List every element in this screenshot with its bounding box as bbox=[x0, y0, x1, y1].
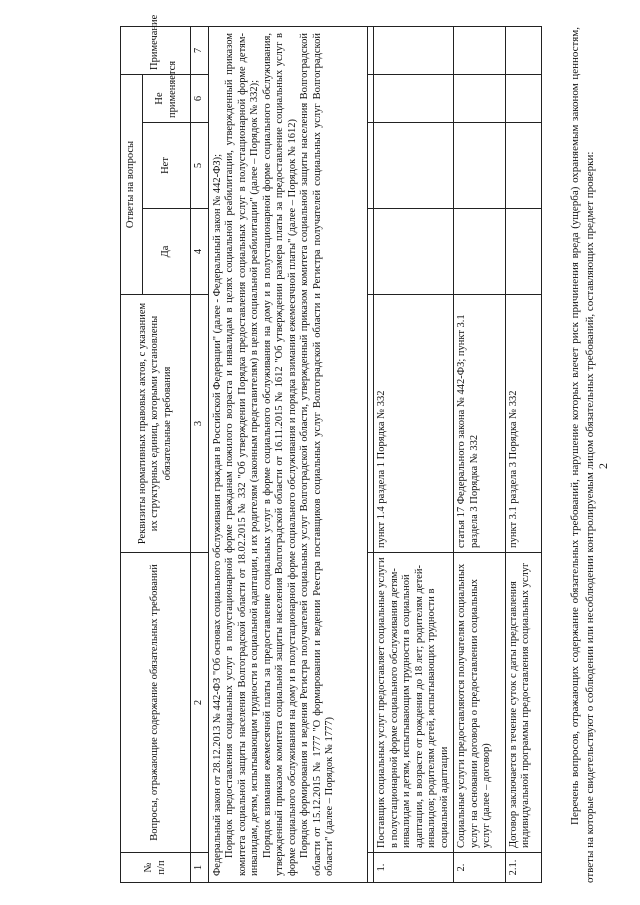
col-number: 4 bbox=[191, 209, 209, 295]
page-number: 2 bbox=[596, 463, 610, 469]
row-question: Договор заключается в течение суток с даты представления индивидуальной программы предоставления социальных услуг bbox=[505, 553, 541, 853]
row-requisite: пункт 3.1 раздела 3 Порядка № 332 bbox=[505, 295, 541, 553]
row-question: Социальные услуги предоставляются получателям социальных услуг на основании договора о предоставлении социальных услуг (далее – договор) bbox=[454, 553, 505, 853]
answer-no-cell[interactable] bbox=[454, 123, 505, 209]
answer-na-cell[interactable] bbox=[505, 75, 541, 123]
intro-text: Перечень вопросов, отражающих содержание обязательных требований, нарушение которых влечет риск причинения вреда (ущерба) охраняемым законом ценностям, ответы на которые свидетельствуют о соблюдении или несоблюдении контролируемым лицом обязательных требований, составляющих предмет проверки: bbox=[569, 27, 596, 883]
law-item: Порядок взимания ежемесячной платы за предоставление социальных услуг в форме социального обслуживания на дому и в полустационарной форме социального обслуживания, утвержденный приказом комитета социальной защиты населения Волгоградской области от 16.11.2015 № 1612 "Об утверждении размера платы за предоставление социальных услуг в форме социального обслуживания на дому и в полустационарной форме социального обслуживания и порядка взимания ежемесячной платы" (далее – Порядок № 1612) bbox=[261, 33, 298, 876]
law-item: Порядок формирования и ведения Регистра получателей социальных услуг Волгоградской области, утвержденный приказом комитета социальной защиты населения Волгоградской области от 15.12.2015 № 1777 "О формировании и ведении Реестра поставщиков социальных услуг Волгоградской области и Регистра получателей социальных услуг Волгоградской области" (далее – Порядок № 1777) bbox=[299, 33, 335, 876]
checklist-table bbox=[120, 14, 542, 883]
answer-yes-cell[interactable] bbox=[454, 209, 505, 295]
legal-basis-cell bbox=[208, 27, 368, 883]
intro-paragraph bbox=[568, 27, 598, 883]
header-num: № п/п bbox=[121, 853, 191, 883]
note-cell[interactable] bbox=[454, 27, 505, 75]
row-question: Поставщик социальных услуг предоставляет социальные услуги в полустационарной форме социального обслуживания детям-инвалидам и детям, испытывающим трудности в социальной адаптации, в возрасте от рождения до 18 лет; родителям детей-инвалидов; родителям детей, испытывающих трудности в социальной адаптации bbox=[374, 553, 454, 853]
answer-no-cell[interactable] bbox=[374, 123, 454, 209]
answer-na-cell[interactable] bbox=[454, 75, 505, 123]
row-num: 1. bbox=[374, 853, 454, 883]
col-number: 1 bbox=[191, 853, 209, 883]
col-number: 2 bbox=[191, 553, 209, 853]
answer-yes-cell[interactable] bbox=[505, 209, 541, 295]
col-number: 6 bbox=[191, 75, 209, 123]
column-numbers-row bbox=[191, 27, 209, 883]
answer-yes-cell[interactable] bbox=[374, 209, 454, 295]
row-num: 2. bbox=[454, 853, 505, 883]
table-row bbox=[454, 27, 505, 883]
answer-na-cell[interactable] bbox=[374, 75, 454, 123]
row-num: 2.1. bbox=[505, 853, 541, 883]
col-number: 3 bbox=[191, 295, 209, 553]
note-cell[interactable] bbox=[505, 27, 541, 75]
header-note: Примечание bbox=[121, 27, 191, 75]
table-row bbox=[374, 27, 454, 883]
law-item: Федеральный закон от 28.12.2013 № 442-ФЗ "Об основах социального обслуживания граждан в Российской Федерации" (далее - Федеральный закон № 442-ФЗ); bbox=[211, 153, 223, 876]
row-requisite: статья 17 Федерального закона № 442-ФЗ; пункт 3.1 раздела 3 Порядка № 332 bbox=[454, 295, 505, 553]
header-na: Не применяется bbox=[143, 75, 191, 123]
header-answers: Ответы на вопросы bbox=[121, 75, 143, 295]
col-number: 5 bbox=[191, 123, 209, 209]
note-cell[interactable] bbox=[374, 27, 454, 75]
header-questions: Вопросы, отражающие содержание обязательных требований bbox=[121, 553, 191, 853]
header-no: Нет bbox=[143, 123, 191, 209]
col-number: 7 bbox=[191, 27, 209, 75]
table-row bbox=[505, 27, 541, 883]
law-item: Порядок предоставления социальных услуг в полустационарной форме гражданам пожилого возраста и инвалидам в целях социальной реабилитации, утвержденный приказом комитета социальной защиты населения Волгоградской области от 18.02.2015 № 332 "Об утверждении Порядка предоставления социальных услуг в полустационарной форме детям-инвалидам, детям, испытывающим трудности в социальной адаптации, и их родителям (законным представителям) в целях социальной реабилитации" (далее – Порядок № 332); bbox=[224, 33, 260, 876]
header-yes: Да bbox=[143, 209, 191, 295]
answer-no-cell[interactable] bbox=[505, 123, 541, 209]
header-requisites: Реквизиты нормативных правовых актов, с указанием их структурных единиц, которыми установлены обязательные требования bbox=[121, 295, 191, 553]
row-requisite: пункт 1.4 раздела 1 Порядка № 332 bbox=[374, 295, 454, 553]
